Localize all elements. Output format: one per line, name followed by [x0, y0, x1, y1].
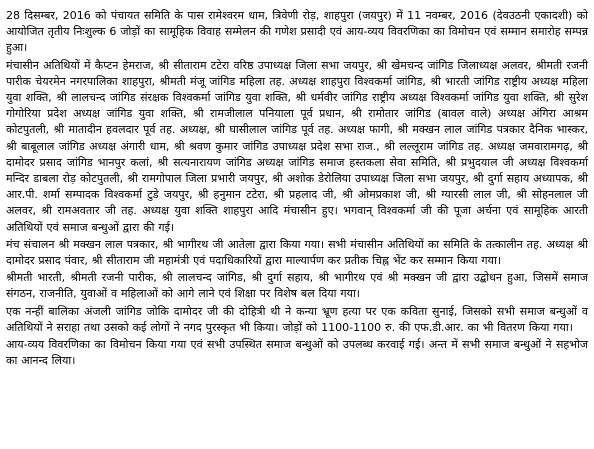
paragraph-dignitaries: मंचासीन अतिथियों में कैप्टन हेमराज, श्री सीताराम टटेरा वरिष्ठ उपाध्यक्ष जिला सभा जयपुर, श्री खेमचन्द जांगिड जिलाध्यक्ष अलवर, श्रीमती रजनी पारीक चेयरमेन नगरपालिका शाहपुरा, श्रीमती मंजू जांगिड महिला तह. अध्यक्ष शाहपुरा विश्वकर्मा जांगिड, श्री भारती जांगिड राष्ट्रीय अध्यक्ष महिला युवा शक्ति, श्री लालचन्द जांगिड संरक्षक विश्वकर्मा जांगिड युवा शक्ति, श्री धर्मवीर जांगिड राष्ट्रीय अध्यक्ष विश्वकर्मा जांगिड युवा शक्ति, श्री सुरेश गोगोरिया प्रदेश अध्यक्ष जांगिड युवा शक्ति, श्री रामजीलाल पनियाला पूर्व प्रधान, श्री रामोतार जांगिड (बावल वाले) अध्यक्ष अंगिरा आश्रम कोटपुतली, श्री मातादीन हवलदार पूर्व तह. अध्यक्ष, श्री घासीलाल जांगिड पूर्व तह. अध्यक्ष फागी, श्री मक्खन लाल जांगिड पत्रकार दैनिक भास्कर, श्री बाबूलाल जांगिड अध्यक्ष अंगारी धाम, श्री श्रवण कुमार जांगिड उपाध्यक्ष प्रदेश सभा राज., श्री लल्लूराम जांगिड तह. अध्यक्ष जमवारामगढ़, श्री दामोदर प्रसाद जांगिड भानपुर कलां, श्री सत्यनारायण जांगिड अध्यक्ष जांगिड समाज हस्तकला सेवा समिति, श्री प्रभुदयाल जी अध्यक्ष विश्वकर्मा मन्दिर डाबला रोड़ कोटपुतली, श्री रामगोपाल जिला प्रभारी जयपुर, श्री अशोक डेरोलिया उपाध्यक्ष जिला सभा जयपुर, श्री दुर्गा सहाय अध्यापक, श्री आर.पी. शर्मा सम्पादक विश्वकर्मा टुडे जयपुर, श्री हनुमान टटेरा, श्री प्रहलाद जी, श्री ओमप्रकाश जी, श्री ग्यारसी लाल जी, श्री सोहनलाल जी अलवर, श्री रामअवतार जी तह. अध्यक्ष युवा शक्ति शाहपुरा आदि मंचासीन हुए। भगवान् विश्वकर्मा जी की पूजा अर्चना एवं सामूहिक आरती अतिथियों एवं समाज बन्धुओं द्वारा की गई। — [6, 58, 588, 234]
paragraph-speeches: श्रीमती भारती, श्रीमती रजनी पारीक, श्री लालचन्द जांगिड, श्री दुर्गा सहाय, श्री भागीरथ एवं श्री मक्खन जी द्वारा उद्बोधन हुआ, जिसमें समाज संगठन, राजनीति, युवाओं व महिलाओं को आगे लाने एवं शिक्षा पर विशेष बल दिया गया। — [6, 271, 588, 301]
paragraph-stage-conduct: मंच संचालन श्री मक्खन लाल पत्रकार, श्री भागीरथ जी आतेला द्वारा किया गया। सभी मंचासीन अतिथियों का समिति के तत्कालीन तह. अध्यक्ष श्री दामोदर प्रसाद पंवार, श्री सीताराम जी महामंत्री एवं पदाधिकारियों द्वारा माल्यार्पण कर प्रतीक चिह्न भेंट कर सम्मान किया गया। — [6, 237, 588, 268]
paragraph-poem-recital: एक नन्हीं बालिका अंजली जांगिड जोकि दामोदर जी की दोहित्री थी ने कन्या भ्रूण हत्या पर एक कविता सुनाई, जिसको सभी समाज बन्धुओं व अतिथियों ने सराहा तथा उसको कई लोगों ने नगद पुरस्कृत भी किया। जोड़ों को 1100-1100 रु. की एफ.डी.आर. का भी वितरण किया गया। — [6, 304, 588, 334]
paragraph-closing: आय-व्यय विवरणिका का विमोचन किया गया एवं सभी उपस्थित समाज बन्धुओं को उपलब्ध करवाई गई। अन्त में सभी समाज बन्धुओं ने सहभोज का आनन्द लिया। — [6, 338, 588, 368]
paragraph-event-intro: 28 दिसम्बर, 2016 को पंचायत समिति के पास रामेश्वरम धाम, त्रिवेणी रोड़, शाहपुरा (जयपुर) में 11 नवम्बर, 2016 (देवउठनी एकादशी) को आयोजित तृतीय निःशुल्क 6 जोड़ों का सामूहिक विवाह सम्मेलन की गणेश प्रसादी एवं आय-व्यय विवरणिका का विमोचन एवं सम्मान समारोह सम्पन्न हुआ। — [6, 9, 588, 55]
